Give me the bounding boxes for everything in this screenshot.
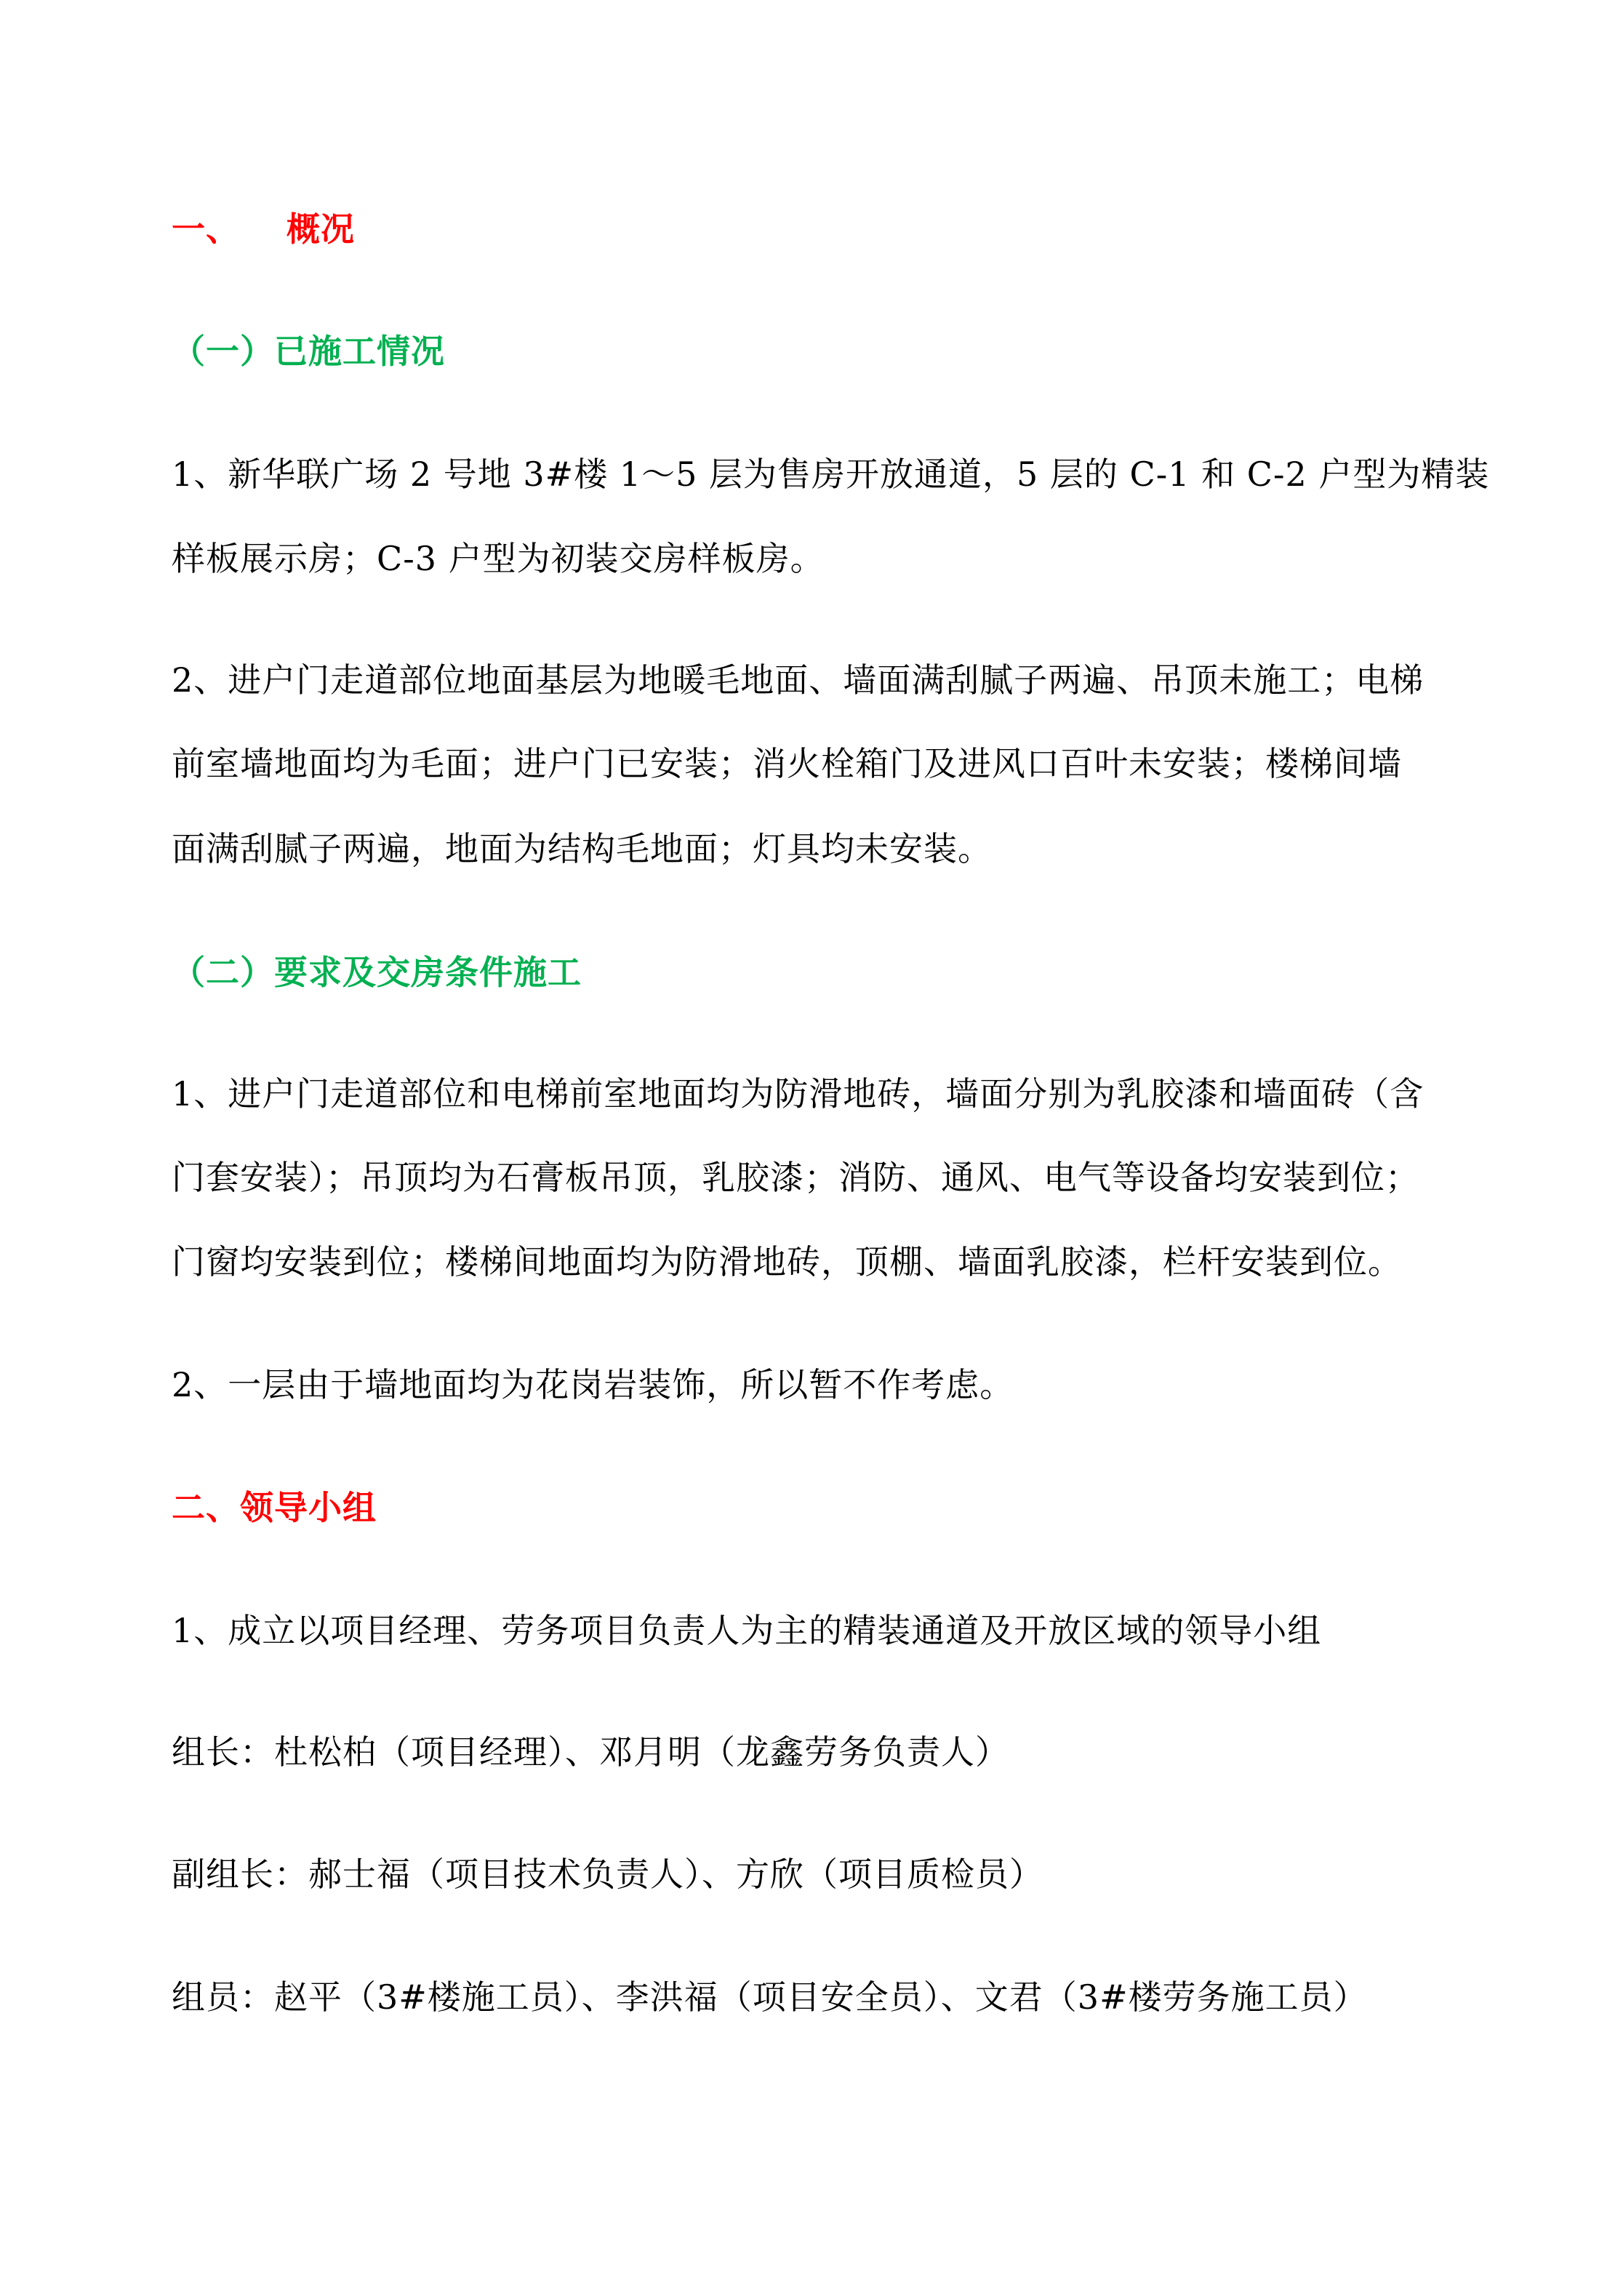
section-1-heading [172,207,355,251]
paragraph-line: 样板展示房；C-3 户型为初装交房样板房。 [172,539,825,578]
paragraph-line: 1、进户门走道部位和电梯前室地面均为防滑地砖，墙面分别为乳胶漆和墙面砖（含 [172,1074,1424,1113]
paragraph-line: 门套安装）；吊顶均为石膏板吊顶，乳胶漆；消防、通风、电气等设备均安装到位； [172,1158,1419,1197]
section-1-number: 一、 [172,209,240,249]
subsection-1-heading: （一）已施工情况 [172,332,445,371]
paragraph-line: 1、成立以项目经理、劳务项目负责人为主的精装通道及开放区域的领导小组 [172,1611,1322,1650]
paragraph-line: 前室墙地面均为毛面；进户门已安装；消火栓箱门及进风口百叶未安装；楼梯间墙 [172,744,1402,783]
section-1-title: 概况 [286,209,355,249]
paragraph-line: 面满刮腻子两遍，地面为结构毛地面；灯具均未安装。 [172,829,992,868]
paragraph-line: 1、新华联广场 2 号地 3#楼 1～5 层为售房开放通道，5 层的 C-1 和 C-2 户型为精装 [172,455,1490,494]
deputy-leader-line: 副组长：郝士福（项目技术负责人）、方欣（项目质检员） [172,1855,1043,1894]
section-2-heading: 二、领导小组 [172,1488,377,1527]
leader-line: 组长：杜松柏（项目经理）、邓月明（龙鑫劳务负责人） [172,1732,1009,1772]
subsection-2-heading: （二）要求及交房条件施工 [172,953,582,992]
paragraph-line: 2、进户门走道部位地面基层为地暖毛地面、墙面满刮腻子两遍、吊顶未施工；电梯 [172,660,1424,700]
paragraph-line: 门窗均安装到位；楼梯间地面均为防滑地砖，顶棚、墙面乳胶漆，栏杆安装到位。 [172,1242,1402,1281]
paragraph-line: 2、一层由于墙地面均为花岗岩装饰，所以暂不作考虑。 [172,1365,1014,1404]
members-line: 组员：赵平（3#楼施工员）、李洪福（项目安全员）、文君（3#楼劳务施工员） [172,1977,1368,2017]
